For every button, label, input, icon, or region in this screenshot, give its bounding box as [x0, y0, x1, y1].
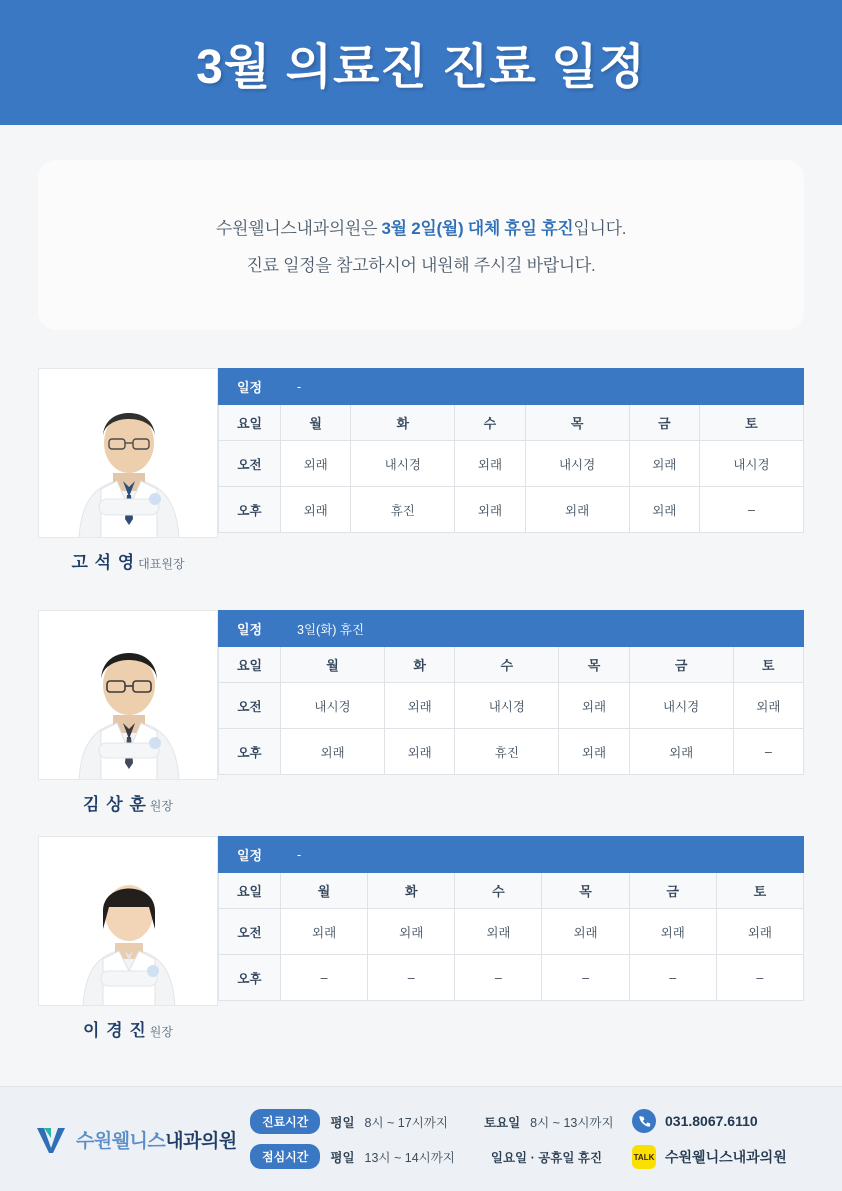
- notice-line-1-pre: 수원웰니스내과의원은: [215, 219, 382, 238]
- cell: 외래: [455, 487, 525, 533]
- day-thu: 목: [525, 405, 629, 441]
- weekday-label: 요일: [219, 873, 281, 909]
- doctor-2-morning-row: [219, 683, 804, 729]
- doctor-portrait-icon: [39, 837, 218, 1006]
- clinic-hours: [250, 1109, 632, 1169]
- cell: 외래: [525, 487, 629, 533]
- day-mon: 월: [281, 873, 368, 909]
- doctor-1-schedule-table: [218, 368, 804, 533]
- doctor-2-day-row: [219, 647, 804, 683]
- hours-row-lunch: [250, 1144, 632, 1169]
- page-header: [0, 0, 842, 125]
- cell: 외래: [733, 683, 803, 729]
- notice-line-2: 진료 일정을 참고하시어 내원해 주시길 바랍니다.: [246, 256, 596, 275]
- kakao-icon-label: TALK: [633, 1152, 655, 1162]
- kakao-channel-name: 수원웰니스내과의원: [665, 1149, 787, 1165]
- cell: 외래: [629, 729, 733, 775]
- cell: 내시경: [455, 683, 559, 729]
- cell: 외래: [281, 909, 368, 955]
- kakao-row[interactable]: [632, 1145, 822, 1169]
- day-wed: 수: [455, 405, 525, 441]
- doctor-2-photo: [38, 610, 218, 780]
- cell: –: [629, 955, 716, 1001]
- clinic-logo-icon: [34, 1122, 68, 1156]
- cell: 외래: [629, 441, 699, 487]
- notice-card: [38, 160, 804, 330]
- day-thu: 목: [559, 647, 629, 683]
- doctor-1-title: 대표원장: [138, 557, 185, 571]
- closed-days-label: 일요일 · 공휴일 휴진: [490, 1150, 603, 1165]
- day-mon: 월: [281, 647, 385, 683]
- doctor-3-name-text: 이 경 진: [83, 1021, 147, 1040]
- cell: 외래: [629, 909, 716, 955]
- day-fri: 금: [629, 405, 699, 441]
- day-thu: 목: [542, 873, 629, 909]
- doctor-3-photo-wrap: [38, 836, 218, 1041]
- day-sat: 토: [699, 405, 803, 441]
- cell: 외래: [385, 729, 455, 775]
- cell: 외래: [281, 441, 351, 487]
- morning-label: 오전: [219, 441, 281, 487]
- cell: 외래: [455, 441, 525, 487]
- doctor-3-photo: [38, 836, 218, 1006]
- cell: 외래: [281, 729, 385, 775]
- phone-icon: [632, 1109, 656, 1133]
- doctor-3-day-row: [219, 873, 804, 909]
- day-fri: 금: [629, 873, 716, 909]
- day-wed: 수: [455, 647, 559, 683]
- cell: 휴진: [455, 729, 559, 775]
- doctor-3-name: [83, 1016, 173, 1041]
- cell: 외래: [559, 729, 629, 775]
- clinic-contact: [632, 1109, 842, 1169]
- afternoon-label: 오후: [219, 487, 281, 533]
- cell: 외래: [385, 683, 455, 729]
- day-fri: 금: [629, 647, 733, 683]
- clinic-logo: [0, 1122, 250, 1156]
- doctor-1-afternoon-row: [219, 487, 804, 533]
- cell: 내시경: [525, 441, 629, 487]
- hours-value-saturday: 8시 ~ 13시까지: [530, 1115, 614, 1130]
- schedule-label: 일정: [219, 611, 281, 647]
- day-mon: 월: [281, 405, 351, 441]
- phone-row[interactable]: [632, 1109, 822, 1133]
- cell: –: [699, 487, 803, 533]
- kakao-icon: [632, 1145, 656, 1169]
- cell: 내시경: [629, 683, 733, 729]
- clinic-name-part1: 수원웰니스: [76, 1130, 166, 1152]
- doctor-block-3: [38, 836, 804, 1041]
- cell: –: [733, 729, 803, 775]
- doctor-portrait-icon: [39, 611, 218, 780]
- cell: 내시경: [351, 441, 455, 487]
- hours-row-treatment: [250, 1109, 632, 1134]
- doctor-block-2: [38, 610, 804, 815]
- cell: 외래: [368, 909, 455, 955]
- lunch-label-weekday: 평일: [330, 1150, 355, 1165]
- hours-label-weekday: 평일: [330, 1115, 355, 1130]
- doctor-3-note: -: [281, 837, 804, 873]
- page-title: 3월 의료진 진료 일정: [196, 41, 646, 94]
- hours-pill-lunch: 점심시간: [250, 1144, 320, 1169]
- phone-number: 031.8067.6110: [665, 1113, 758, 1129]
- doctor-1-photo-wrap: [38, 368, 218, 573]
- cell: 외래: [629, 487, 699, 533]
- doctor-3-title: 원장: [149, 1025, 173, 1039]
- cell: –: [368, 955, 455, 1001]
- hours-value-weekday: 8시 ~ 17시까지: [364, 1115, 448, 1130]
- doctor-3-morning-row: [219, 909, 804, 955]
- doctor-1-name: [71, 548, 184, 573]
- afternoon-label: 오후: [219, 955, 281, 1001]
- doctor-1-photo: [38, 368, 218, 538]
- doctor-2-name-text: 김 상 훈: [83, 795, 147, 814]
- doctor-1-day-row: [219, 405, 804, 441]
- day-tue: 화: [385, 647, 455, 683]
- cell: 외래: [559, 683, 629, 729]
- cell: 휴진: [351, 487, 455, 533]
- clinic-name-part2: 내과의원: [165, 1130, 237, 1152]
- doctor-2-photo-wrap: [38, 610, 218, 815]
- cell: 외래: [542, 909, 629, 955]
- doctor-1-morning-row: [219, 441, 804, 487]
- lunch-value-weekday: 13시 ~ 14시까지: [364, 1150, 455, 1165]
- doctor-2-note: 3일(화) 휴진: [281, 611, 804, 647]
- schedule-label: 일정: [219, 837, 281, 873]
- cell: –: [281, 955, 368, 1001]
- cell: 내시경: [281, 683, 385, 729]
- schedule-label: 일정: [219, 369, 281, 405]
- day-sat: 토: [716, 873, 803, 909]
- day-tue: 화: [351, 405, 455, 441]
- hours-label-saturday: 토요일: [483, 1115, 521, 1130]
- cell: –: [455, 955, 542, 1001]
- day-wed: 수: [455, 873, 542, 909]
- doctor-1-name-text: 고 석 영: [71, 553, 136, 572]
- notice-line-1-emphasis: 3월 2일(월) 대체 휴일 휴진: [381, 219, 574, 238]
- doctor-2-title: 원장: [149, 799, 173, 813]
- morning-label: 오전: [219, 683, 281, 729]
- cell: 내시경: [699, 441, 803, 487]
- doctor-3-schedule-header: [219, 837, 804, 873]
- cell: 외래: [455, 909, 542, 955]
- doctor-3-schedule-table: [218, 836, 804, 1001]
- day-sat: 토: [733, 647, 803, 683]
- notice-line-1: [216, 214, 626, 239]
- hours-pill-treatment: 진료시간: [250, 1109, 320, 1134]
- afternoon-label: 오후: [219, 729, 281, 775]
- cell: 외래: [716, 909, 803, 955]
- doctor-1-note: -: [281, 369, 804, 405]
- doctor-2-afternoon-row: [219, 729, 804, 775]
- doctor-2-schedule-table: [218, 610, 804, 775]
- notice-line-1-post: 입니다.: [573, 219, 627, 238]
- doctor-block-1: [38, 368, 804, 573]
- clinic-name: [76, 1126, 237, 1153]
- day-tue: 화: [368, 873, 455, 909]
- doctor-portrait-icon: [39, 369, 218, 538]
- weekday-label: 요일: [219, 405, 281, 441]
- doctor-2-schedule-header: [219, 611, 804, 647]
- cell: –: [542, 955, 629, 1001]
- morning-label: 오전: [219, 909, 281, 955]
- page-footer: [0, 1086, 842, 1191]
- weekday-label: 요일: [219, 647, 281, 683]
- cell: –: [716, 955, 803, 1001]
- cell: 외래: [281, 487, 351, 533]
- doctor-2-name: [83, 790, 173, 815]
- doctor-1-schedule-header: [219, 369, 804, 405]
- doctor-3-afternoon-row: [219, 955, 804, 1001]
